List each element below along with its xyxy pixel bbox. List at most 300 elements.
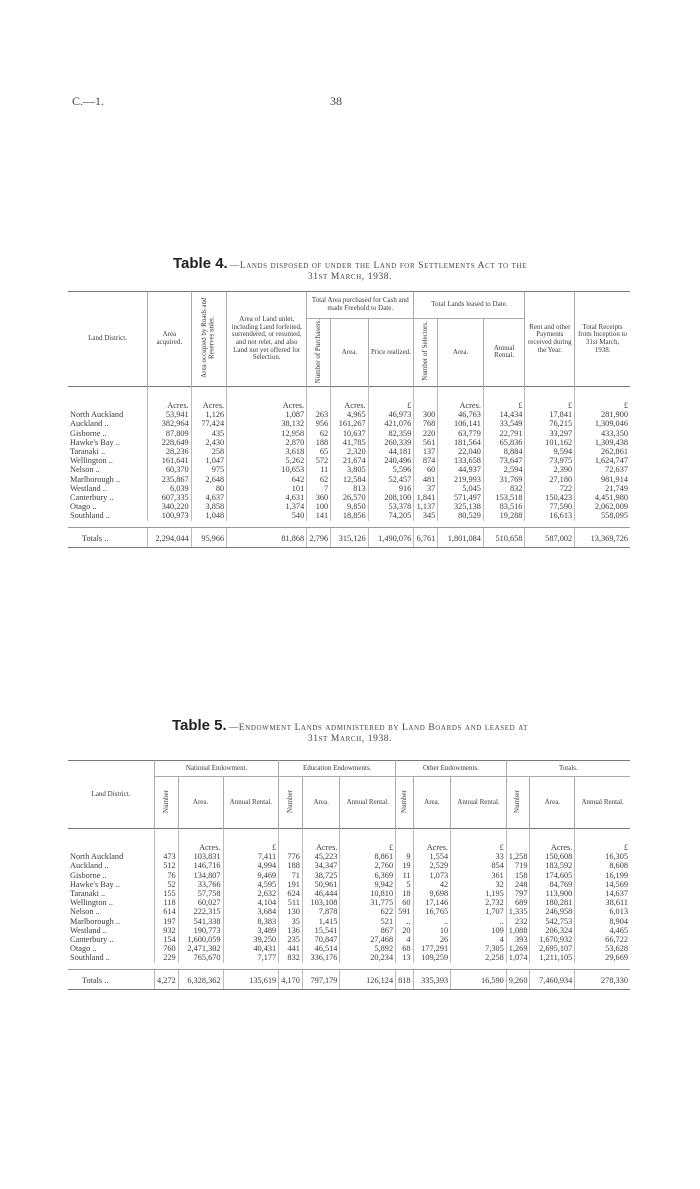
value-cell: 246,958	[530, 907, 575, 916]
district-name: Gisborne	[70, 870, 101, 880]
value-cell: 26	[413, 935, 451, 944]
table-row	[68, 484, 630, 493]
total-cell: 7,460,934	[530, 969, 575, 989]
value-cell: 9,850	[331, 502, 369, 511]
t4-header-group-purchased: Total Area purchased for Cash and made Freehold to Date.	[307, 292, 414, 319]
value-cell: 42	[413, 880, 451, 889]
district-cell	[68, 410, 148, 419]
district-name: Auckland	[70, 861, 103, 871]
table4-unit-8: £	[483, 386, 525, 410]
value-cell: 571,497	[438, 493, 484, 502]
leader-dots: ..	[92, 944, 97, 954]
total-cell: 4,272	[155, 969, 179, 989]
leader-dots: ..	[102, 925, 107, 935]
district-cell	[68, 456, 148, 465]
value-cell: 3,618	[227, 447, 307, 456]
table5-unit-8: £	[451, 829, 507, 853]
value-cell: 4,994	[223, 861, 279, 870]
total-cell: 1,801,084	[438, 527, 484, 547]
table-row	[68, 898, 630, 907]
value-cell: 1,211,105	[530, 953, 575, 962]
value-cell: 70,847	[302, 935, 340, 944]
total-cell: 2,796	[307, 527, 331, 547]
value-cell: 614	[155, 907, 179, 916]
value-cell: 2,632	[223, 889, 279, 898]
leader-dots: ..	[104, 533, 109, 543]
table-row	[68, 465, 630, 474]
value-cell: 31,769	[483, 475, 525, 484]
table-row	[68, 456, 630, 465]
district-name: Gisborne	[70, 428, 101, 438]
district-cell	[68, 465, 148, 474]
value-cell: 62	[307, 475, 331, 484]
value-cell: 981,914	[575, 475, 630, 484]
value-cell: 46,444	[302, 889, 340, 898]
value-cell: 18	[396, 889, 413, 898]
value-cell: 441	[279, 944, 303, 953]
value-cell: 260,339	[368, 438, 414, 447]
district-name: Marlborough	[70, 916, 114, 926]
value-cell: 1,554	[413, 852, 451, 861]
district-name: Hawke's Bay	[70, 437, 114, 447]
page-reference: C.—1.	[72, 94, 105, 108]
value-cell: 188	[279, 861, 303, 870]
value-cell: 1,335	[506, 907, 530, 916]
table-row	[68, 493, 630, 502]
leader-dots: ..	[100, 889, 106, 899]
district-cell	[68, 511, 148, 520]
t4-header-total-receipts: Total Receipts from Inception to 31st March, 1938.	[575, 292, 630, 387]
value-cell: 77,590	[525, 502, 575, 511]
value-cell: 10,637	[331, 429, 369, 438]
table-row	[68, 917, 630, 926]
value-cell: 867	[340, 926, 396, 935]
value-cell: 2,529	[413, 861, 451, 870]
table5-unit-7: Acres.	[413, 829, 451, 853]
value-cell: 74,205	[368, 511, 414, 520]
value-cell: 8,608	[575, 861, 630, 870]
value-cell: 219,993	[438, 475, 484, 484]
table5-unit-10: Acres.	[530, 829, 575, 853]
value-cell: 5,596	[368, 465, 414, 474]
value-cell: 174,605	[530, 871, 575, 880]
district-cell	[68, 493, 148, 502]
value-cell: 1,073	[413, 871, 451, 880]
value-cell: 100,973	[148, 511, 192, 520]
value-cell: 65,836	[483, 438, 525, 447]
value-cell: 161,267	[331, 419, 369, 428]
value-cell: 77,424	[191, 419, 226, 428]
value-cell: 38,725	[302, 871, 340, 880]
t4-header-area: Area.	[331, 319, 369, 387]
value-cell: 19,288	[483, 511, 525, 520]
total-cell: 335,393	[413, 969, 451, 989]
value-cell: 2,430	[191, 438, 226, 447]
total-cell: 2,294,044	[148, 527, 192, 547]
value-cell: 11	[307, 465, 331, 474]
value-cell: 572	[307, 456, 331, 465]
t5-header-national: National Endowment.	[155, 761, 279, 777]
value-cell: 15,541	[302, 926, 340, 935]
value-cell: 642	[227, 475, 307, 484]
table4-unit-0: Acres.	[148, 386, 192, 410]
value-cell: 9,698	[413, 889, 451, 898]
value-cell: 101	[227, 484, 307, 493]
leader-dots: ..	[95, 465, 100, 475]
value-cell: 16,305	[575, 852, 630, 861]
district-name: Westland	[70, 483, 101, 493]
value-cell: 33,766	[178, 880, 223, 889]
value-cell: 73,647	[483, 456, 525, 465]
value-cell: 624	[279, 889, 303, 898]
value-cell: 33,297	[525, 429, 575, 438]
value-cell: 541,338	[178, 917, 223, 926]
value-cell: ..	[413, 917, 451, 926]
value-cell: 65	[307, 447, 331, 456]
table4-unit-3	[307, 386, 331, 410]
district-name: Wellington	[70, 456, 107, 466]
total-cell: 587,002	[525, 527, 575, 547]
t4-header-price: Price realized.	[368, 319, 414, 387]
value-cell: 63,779	[438, 429, 484, 438]
t5-header-number-totals: Number	[506, 777, 530, 829]
table4-unit-6	[414, 386, 438, 410]
table4-unit-5: £	[368, 386, 414, 410]
value-cell: 113,900	[530, 889, 575, 898]
value-cell: 2,390	[525, 465, 575, 474]
leader-dots: ..	[109, 492, 114, 502]
district-cell	[68, 907, 155, 916]
table4-title-line1: —Lands disposed of under the Land for Settlements Act to the	[229, 261, 528, 271]
district-name: Marlborough	[70, 474, 114, 484]
table-row	[68, 475, 630, 484]
value-cell: 18,856	[331, 511, 369, 520]
value-cell: 28,236	[148, 447, 192, 456]
value-cell: 1,088	[506, 926, 530, 935]
district-cell	[68, 953, 155, 962]
t4-header-area-unlet: Area of Land unlet, including Land forfeited, surrendered, or resumed, and not relet, and also Land not yet offered for Selection.	[227, 292, 307, 387]
value-cell: 84,769	[530, 880, 575, 889]
district-name: Auckland	[70, 419, 103, 429]
value-cell: 177,291	[413, 944, 451, 953]
value-cell: 103,108	[302, 898, 340, 907]
value-cell: 155	[155, 889, 179, 898]
district-name: Wellington	[70, 898, 107, 908]
value-cell: 4,595	[223, 880, 279, 889]
district-name: Canterbury	[70, 935, 108, 945]
value-cell: 191	[279, 880, 303, 889]
value-cell: 345	[414, 511, 438, 520]
value-cell: 32	[451, 880, 507, 889]
value-cell: 16,613	[525, 511, 575, 520]
district-cell	[68, 429, 148, 438]
value-cell: 4,104	[223, 898, 279, 907]
table-row	[68, 871, 630, 880]
table4-unit-2: Acres.	[227, 386, 307, 410]
value-cell: 360	[307, 493, 331, 502]
value-cell: 38,611	[575, 898, 630, 907]
value-cell: 180,281	[530, 898, 575, 907]
value-cell: 27,180	[525, 475, 575, 484]
value-cell: 7,411	[223, 852, 279, 861]
value-cell: 797	[506, 889, 530, 898]
value-cell: 10	[413, 926, 451, 935]
value-cell: 68	[396, 944, 413, 953]
table5-unit-11: £	[575, 829, 630, 853]
value-cell: 4,637	[191, 493, 226, 502]
table4-totals-row	[68, 527, 630, 547]
value-cell: 558,095	[575, 511, 630, 520]
leader-dots: ..	[104, 861, 109, 871]
value-cell: 20	[396, 926, 413, 935]
table4-title	[70, 255, 630, 283]
value-cell: 300	[414, 410, 438, 419]
value-cell: 232	[506, 917, 530, 926]
table-row	[68, 944, 630, 953]
value-cell: 7,878	[302, 907, 340, 916]
value-cell: 6,013	[575, 907, 630, 916]
table4-unit-7: Acres.	[438, 386, 484, 410]
value-cell: 235,867	[148, 475, 192, 484]
value-cell: 2,258	[451, 953, 507, 962]
table5-title	[70, 717, 630, 745]
value-cell: 35	[279, 917, 303, 926]
value-cell: 11	[396, 871, 413, 880]
value-cell: 137	[414, 447, 438, 456]
value-cell: 57,758	[178, 889, 223, 898]
district-cell	[68, 926, 155, 935]
value-cell: 4	[451, 935, 507, 944]
leader-dots: ..	[105, 511, 110, 521]
value-cell: 361	[451, 871, 507, 880]
leader-dots: ..	[102, 483, 107, 493]
value-cell: 2,870	[227, 438, 307, 447]
value-cell: 258	[191, 447, 226, 456]
t4-header-area-acquired: Area acquired.	[148, 292, 192, 387]
district-cell	[68, 880, 155, 889]
value-cell: 109,259	[413, 953, 451, 962]
table-row	[68, 953, 630, 962]
value-cell: 1,137	[414, 502, 438, 511]
value-cell: 473	[155, 852, 179, 861]
totals-label-cell	[68, 527, 148, 547]
value-cell: 521	[340, 917, 396, 926]
value-cell: ..	[451, 917, 507, 926]
table5-unit-0	[155, 829, 179, 853]
district-cell	[68, 889, 155, 898]
value-cell: 435	[191, 429, 226, 438]
district-cell	[68, 484, 148, 493]
table-row	[68, 429, 630, 438]
value-cell: 1,048	[191, 511, 226, 520]
t5-header-rental-other: Annual Rental.	[451, 777, 507, 829]
total-cell: 16,590	[451, 969, 507, 989]
value-cell: 8,383	[223, 917, 279, 926]
value-cell: 41,785	[331, 438, 369, 447]
value-cell: 100	[307, 502, 331, 511]
value-cell: 10,810	[340, 889, 396, 898]
value-cell: 1,841	[414, 493, 438, 502]
value-cell: 222,315	[178, 907, 223, 916]
value-cell: 14,434	[483, 410, 525, 419]
value-cell: 50,961	[302, 880, 340, 889]
value-cell: 29,669	[575, 953, 630, 962]
value-cell: 2,760	[340, 861, 396, 870]
district-cell	[68, 475, 148, 484]
value-cell: 512	[155, 861, 179, 870]
value-cell: 511	[279, 898, 303, 907]
value-cell: 433,350	[575, 429, 630, 438]
value-cell: 336,176	[302, 953, 340, 962]
value-cell: 932	[155, 926, 179, 935]
table4-label: Table 4.	[172, 255, 228, 272]
leader-dots: ..	[108, 898, 113, 908]
value-cell: 44,937	[438, 465, 484, 474]
district-name: North Auckland	[70, 852, 124, 862]
value-cell: 60,370	[148, 465, 192, 474]
value-cell: 1,415	[302, 917, 340, 926]
value-cell: 561	[414, 438, 438, 447]
value-cell: 146,716	[178, 861, 223, 870]
value-cell: 66,722	[575, 935, 630, 944]
page-number: 38	[330, 94, 342, 108]
t5-header-rental-education: Annual Rental.	[340, 777, 396, 829]
district-name: Southland	[70, 953, 104, 963]
leader-dots: ..	[115, 879, 120, 889]
value-cell: 262,861	[575, 447, 630, 456]
table5-unit-5: £	[340, 829, 396, 853]
table4-unit-9: £	[525, 386, 575, 410]
value-cell: 190,773	[178, 926, 223, 935]
district-name: North Auckland	[70, 410, 124, 420]
district-name: Nelson	[70, 907, 94, 917]
total-cell: 6,328,362	[178, 969, 223, 989]
value-cell: 263	[307, 410, 331, 419]
value-cell: 45,223	[302, 852, 340, 861]
value-cell: 2,648	[191, 475, 226, 484]
value-cell: 5,045	[438, 484, 484, 493]
t5-header-number-other: Number	[396, 777, 413, 829]
table5-title-line1: —Endowment Lands administered by Land Boards and leased at	[228, 723, 529, 733]
leader-dots: ..	[104, 975, 109, 985]
value-cell: 9	[396, 852, 413, 861]
table-row	[68, 410, 630, 419]
leader-dots: ..	[105, 953, 110, 963]
value-cell: 540	[227, 511, 307, 520]
t5-header-area-totals: Area.	[530, 777, 575, 829]
value-cell: 39,250	[223, 935, 279, 944]
value-cell: 10,653	[227, 465, 307, 474]
t4-header-num-purchasers: Number of Purchasers.	[307, 319, 331, 387]
value-cell: 52	[155, 880, 179, 889]
value-cell: 325,138	[438, 502, 484, 511]
value-cell: 6,369	[340, 871, 396, 880]
totals-label: Totals	[82, 533, 103, 543]
value-cell: 1,309,438	[575, 438, 630, 447]
district-name: Nelson	[70, 465, 94, 475]
value-cell: 228,649	[148, 438, 192, 447]
value-cell: 101,162	[525, 438, 575, 447]
table5	[68, 760, 630, 990]
value-cell: 208,100	[368, 493, 414, 502]
value-cell: 3,858	[191, 502, 226, 511]
value-cell: 8,861	[340, 852, 396, 861]
value-cell: 46,973	[368, 410, 414, 419]
table4-unit-10: £	[575, 386, 630, 410]
value-cell: 46,514	[302, 944, 340, 953]
totals-label: Totals	[82, 975, 103, 985]
value-cell: 4,965	[331, 410, 369, 419]
value-cell: 62	[307, 429, 331, 438]
value-cell: 31,775	[340, 898, 396, 907]
table5-unit-9	[506, 829, 530, 853]
value-cell: 235	[279, 935, 303, 944]
value-cell: 109	[451, 926, 507, 935]
value-cell: 229	[155, 953, 179, 962]
district-cell	[68, 917, 155, 926]
district-cell	[68, 438, 148, 447]
district-name: Hawke's Bay	[70, 879, 114, 889]
value-cell: 240,496	[368, 456, 414, 465]
value-cell: 153,518	[483, 493, 525, 502]
value-cell: 16,765	[413, 907, 451, 916]
value-cell: 832	[279, 953, 303, 962]
leader-dots: ..	[100, 446, 106, 456]
total-cell: 13,369,726	[575, 527, 630, 547]
leader-dots: ..	[95, 907, 100, 917]
district-name: Southland	[70, 511, 104, 521]
t4-header-area-roads: Area occupied by Roads and Reserves unlet.	[191, 292, 226, 387]
value-cell: 722	[525, 484, 575, 493]
leader-dots: ..	[115, 916, 121, 926]
table-row	[68, 419, 630, 428]
value-cell: 591	[396, 907, 413, 916]
value-cell: 21,674	[331, 456, 369, 465]
value-cell: 52,457	[368, 475, 414, 484]
value-cell: 181,564	[438, 438, 484, 447]
value-cell: 17,841	[525, 410, 575, 419]
leader-dots: ..	[109, 935, 114, 945]
value-cell: 136	[279, 926, 303, 935]
value-cell: 5	[396, 880, 413, 889]
value-cell: 103,831	[178, 852, 223, 861]
t4-header-group-leased: Total Lands leased to Date.	[414, 292, 525, 319]
district-cell	[68, 944, 155, 953]
value-cell: 134,807	[178, 871, 223, 880]
value-cell: 188	[307, 438, 331, 447]
total-cell: 315,126	[331, 527, 369, 547]
district-name: Taranaki	[70, 446, 99, 456]
table-row	[68, 502, 630, 511]
value-cell: 53,628	[575, 944, 630, 953]
leader-dots: ..	[115, 437, 120, 447]
table5-totals-row	[68, 969, 630, 989]
district-name: Taranaki	[70, 889, 99, 899]
t5-header-number-education: Number	[279, 777, 303, 829]
value-cell: 768	[414, 419, 438, 428]
value-cell: 16,199	[575, 871, 630, 880]
t5-header-district: Land District.	[91, 789, 131, 798]
value-cell: 2,594	[483, 465, 525, 474]
district-cell	[68, 861, 155, 870]
totals-label-cell	[68, 969, 155, 989]
district-cell	[68, 852, 155, 861]
value-cell: 106,141	[438, 419, 484, 428]
table5-title-line2: 31st March, 1938.	[307, 734, 393, 744]
value-cell: 9,594	[525, 447, 575, 456]
value-cell: 87,809	[148, 429, 192, 438]
value-cell: 33	[451, 852, 507, 861]
